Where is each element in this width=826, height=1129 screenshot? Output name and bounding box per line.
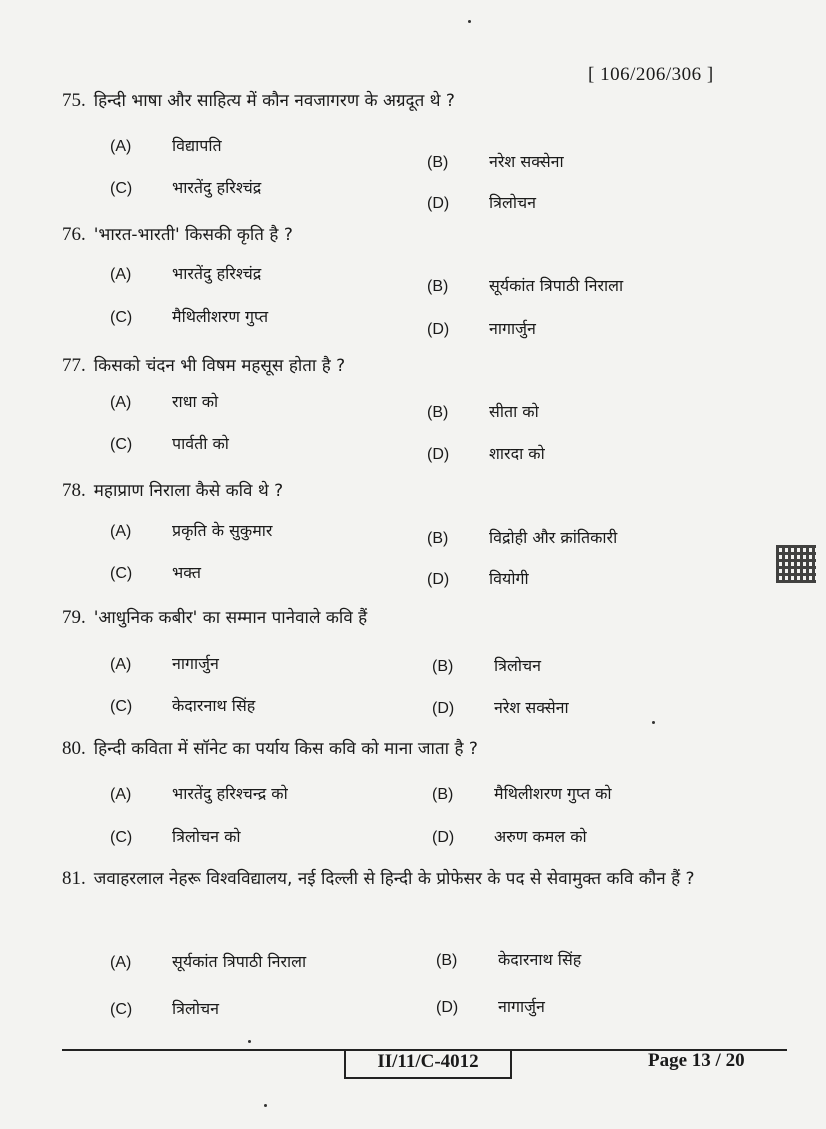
question-text: किसको चंदन भी विषम महसूस होता है ? bbox=[93, 356, 346, 376]
option-76-b bbox=[427, 274, 623, 296]
option-text: केदारनाथ सिंह bbox=[172, 696, 256, 715]
option-label: (B) bbox=[432, 786, 454, 803]
option-text: पार्वती को bbox=[172, 434, 229, 453]
question-80 bbox=[62, 732, 782, 766]
scan-speck bbox=[264, 1104, 267, 1107]
option-label: (B) bbox=[427, 154, 449, 171]
option-text: अरुण कमल को bbox=[494, 827, 587, 846]
option-text: वियोगी bbox=[489, 569, 529, 588]
option-81-c bbox=[110, 997, 219, 1019]
option-text: त्रिलोचन bbox=[489, 193, 537, 212]
option-label: (B) bbox=[427, 530, 449, 547]
scan-speck bbox=[652, 721, 655, 724]
option-79-a bbox=[110, 652, 219, 674]
option-text: नरेश सक्सेना bbox=[494, 698, 569, 717]
option-75-b bbox=[427, 150, 564, 172]
question-text: हिन्दी कविता में सॉनेट का पर्याय किस कवि को माना जाता है ? bbox=[93, 739, 478, 759]
option-label: (B) bbox=[427, 404, 449, 421]
option-79-d bbox=[432, 696, 569, 718]
option-text: भारतेंदु हरिश्चन्द्र को bbox=[172, 784, 288, 803]
question-number: 79. bbox=[62, 607, 86, 628]
option-text: नागार्जुन bbox=[498, 997, 545, 1016]
option-80-a bbox=[110, 782, 288, 804]
option-77-d bbox=[427, 442, 545, 464]
option-label: (D) bbox=[427, 321, 450, 338]
option-text: त्रिलोचन bbox=[172, 999, 220, 1018]
option-78-b bbox=[427, 526, 617, 548]
option-text: मैथिलीशरण गुप्त bbox=[172, 307, 269, 326]
question-number: 81. bbox=[62, 868, 86, 889]
option-label: (C) bbox=[110, 309, 133, 326]
option-text: त्रिलोचन bbox=[494, 656, 542, 675]
option-75-d bbox=[427, 191, 536, 213]
question-text: महाप्राण निराला कैसे कवि थे ? bbox=[93, 481, 284, 501]
option-label: (C) bbox=[110, 180, 133, 197]
option-77-b bbox=[427, 400, 539, 422]
option-label: (C) bbox=[110, 829, 133, 846]
option-label: (B) bbox=[427, 278, 449, 295]
question-number: 77. bbox=[62, 355, 86, 376]
option-label: (D) bbox=[436, 999, 459, 1016]
option-label: (C) bbox=[110, 698, 133, 715]
option-label: (B) bbox=[432, 658, 454, 675]
option-text: त्रिलोचन को bbox=[172, 827, 241, 846]
option-80-b bbox=[432, 782, 612, 804]
option-80-d bbox=[432, 825, 587, 847]
scan-speck bbox=[248, 1040, 251, 1043]
question-text: 'भारत-भारती' किसकी कृति है ? bbox=[93, 225, 293, 245]
question-number: 75. bbox=[62, 90, 86, 111]
option-80-c bbox=[110, 825, 241, 847]
option-label: (C) bbox=[110, 565, 133, 582]
option-label: (A) bbox=[110, 656, 132, 673]
option-label: (A) bbox=[110, 266, 132, 283]
option-label: (B) bbox=[436, 952, 458, 969]
question-text: 'आधुनिक कबीर' का सम्मान पानेवाले कवि हैं bbox=[93, 608, 368, 628]
option-76-c bbox=[110, 305, 268, 327]
option-label: (A) bbox=[110, 523, 132, 540]
qr-code-icon bbox=[776, 545, 816, 583]
option-77-c bbox=[110, 432, 229, 454]
option-label: (A) bbox=[110, 954, 132, 971]
option-text: राधा को bbox=[172, 392, 219, 411]
question-number: 80. bbox=[62, 738, 86, 759]
option-label: (A) bbox=[110, 394, 132, 411]
option-text: भारतेंदु हरिश्चंद्र bbox=[172, 264, 262, 283]
option-79-c bbox=[110, 694, 255, 716]
option-label: (C) bbox=[110, 436, 133, 453]
option-text: भारतेंदु हरिश्चंद्र bbox=[172, 178, 262, 197]
option-78-c bbox=[110, 561, 201, 583]
question-text: हिन्दी भाषा और साहित्य में कौन नवजागरण के अग्रदूत थे ? bbox=[93, 91, 455, 111]
option-81-a bbox=[110, 950, 306, 972]
question-79 bbox=[62, 601, 782, 635]
booklet-code: II/11/C-4012 bbox=[344, 1049, 512, 1079]
question-77 bbox=[62, 349, 782, 383]
paper-code: [ 106/206/306 ] bbox=[588, 64, 714, 85]
option-78-a bbox=[110, 519, 272, 541]
option-text: शारदा को bbox=[489, 444, 545, 463]
question-number: 76. bbox=[62, 224, 86, 245]
option-label: (D) bbox=[427, 446, 450, 463]
option-77-a bbox=[110, 390, 218, 412]
option-text: भक्त bbox=[172, 563, 201, 582]
option-text: सीता को bbox=[489, 402, 539, 421]
option-75-c bbox=[110, 176, 261, 198]
option-text: केदारनाथ सिंह bbox=[498, 950, 582, 969]
question-81 bbox=[62, 862, 784, 896]
option-text: मैथिलीशरण गुप्त को bbox=[494, 784, 612, 803]
option-text: नागार्जुन bbox=[489, 319, 536, 338]
option-text: नागार्जुन bbox=[172, 654, 219, 673]
option-text: नरेश सक्सेना bbox=[489, 152, 564, 171]
scan-speck bbox=[468, 20, 471, 23]
question-76 bbox=[62, 218, 782, 252]
question-number: 78. bbox=[62, 480, 86, 501]
option-label: (C) bbox=[110, 1001, 133, 1018]
option-label: (D) bbox=[427, 195, 450, 212]
question-text: जवाहरलाल नेहरू विश्वविद्यालय, नई दिल्ली से हिन्दी के प्रोफेसर के पद से सेवामुक्त कवि कौन हैं ? bbox=[93, 869, 695, 889]
option-text: सूर्यकांत त्रिपाठी निराला bbox=[172, 952, 307, 971]
page-number: Page 13 / 20 bbox=[648, 1050, 745, 1071]
option-76-a bbox=[110, 262, 261, 284]
option-label: (D) bbox=[427, 571, 450, 588]
option-text: सूर्यकांत त्रिपाठी निराला bbox=[489, 276, 624, 295]
option-76-d bbox=[427, 317, 536, 339]
option-78-d bbox=[427, 567, 529, 589]
option-label: (A) bbox=[110, 138, 132, 155]
option-79-b bbox=[432, 654, 541, 676]
option-75-a bbox=[110, 134, 222, 156]
option-81-b bbox=[436, 948, 581, 970]
option-text: विद्यापति bbox=[172, 136, 222, 155]
option-label: (D) bbox=[432, 700, 455, 717]
option-label: (A) bbox=[110, 786, 132, 803]
option-text: विद्रोही और क्रांतिकारी bbox=[489, 528, 618, 547]
question-75 bbox=[62, 84, 782, 118]
option-text: प्रकृति के सुकुमार bbox=[172, 521, 273, 540]
option-81-d bbox=[436, 995, 545, 1017]
question-78 bbox=[62, 474, 782, 508]
option-label: (D) bbox=[432, 829, 455, 846]
